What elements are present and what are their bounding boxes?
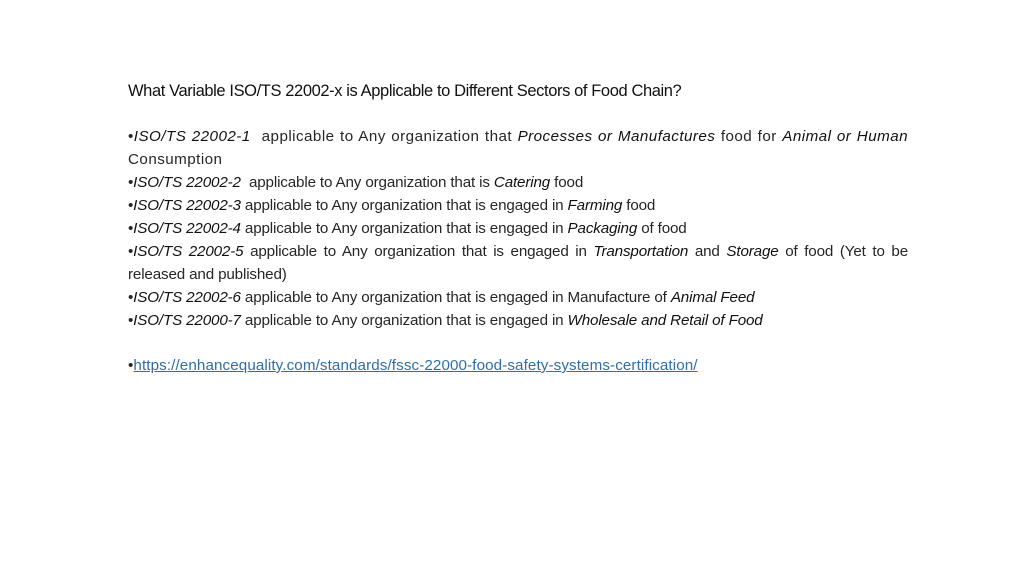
spacer	[128, 103, 908, 125]
standard-code: ISO/TS 22002-2	[133, 174, 241, 191]
emphasis-text: Storage	[726, 243, 779, 260]
bullet-text: applicable to Any organization that is engaged in	[240, 312, 568, 329]
standard-code: ISO/TS 22002-3	[133, 197, 241, 214]
standard-code: ISO/TS 22002-1	[133, 128, 251, 145]
bullet-text: food	[550, 174, 584, 191]
bullet-item-22000-7	[128, 309, 908, 332]
standard-code: ISO/TS 22002-4	[133, 220, 241, 237]
bullet-text: of food	[637, 220, 687, 237]
bullet-marker: •	[128, 357, 134, 374]
bullet-text: applicable to Any organization that	[250, 128, 518, 145]
bullet-text: applicable to Any organization that is	[240, 174, 494, 191]
bullet-item-22002-5	[128, 240, 913, 286]
spacer	[128, 332, 908, 354]
bullet-text: of food (Yet to be released and published)	[128, 243, 913, 283]
emphasis-text: Processes or Manufactures	[517, 128, 716, 145]
emphasis-text: Farming	[567, 197, 623, 214]
emphasis-text: Wholesale and Retail of Food	[567, 312, 763, 329]
bullet-item-22002-4	[128, 217, 908, 240]
emphasis-text: Packaging	[567, 220, 638, 237]
emphasis-text: Transportation	[593, 243, 689, 260]
reference-link-line	[128, 354, 908, 377]
bullet-text: applicable to Any organization that is engaged in	[240, 220, 568, 237]
bullet-marker: •	[128, 174, 134, 191]
standard-code: ISO/TS 22002-6	[133, 289, 241, 306]
bullet-text: Consumption	[128, 128, 913, 168]
bullet-text: applicable to Any organization that is engaged in	[240, 197, 568, 214]
reference-link[interactable]: https://enhancequality.com/standards/fssc-22000-food-safety-systems-certification/	[133, 357, 698, 374]
bullet-marker: •	[128, 243, 134, 260]
standard-code: ISO/TS 22000-7	[133, 312, 241, 329]
bullet-list	[128, 125, 913, 332]
page-title: What Variable ISO/TS 22002-x is Applicable to Different Sectors of Food Chain?	[128, 82, 682, 100]
bullet-marker: •	[128, 220, 134, 237]
bullet-text: applicable to Any organization that is engaged in Manufacture of	[240, 289, 671, 306]
slide-content	[128, 79, 913, 377]
bullet-marker: •	[128, 128, 134, 145]
bullet-marker: •	[128, 312, 134, 329]
emphasis-text: Catering	[493, 174, 551, 191]
emphasis-text: Animal or Human	[782, 128, 908, 145]
bullet-text: and	[688, 243, 727, 260]
bullet-text: food	[622, 197, 656, 214]
bullet-marker: •	[128, 289, 134, 306]
bullet-item-22002-3	[128, 194, 908, 217]
bullet-marker: •	[128, 197, 134, 214]
bullet-item-22002-1	[128, 125, 913, 171]
bullet-text: food for	[715, 128, 783, 145]
standard-code: ISO/TS 22002-5	[133, 243, 244, 260]
emphasis-text: Animal Feed	[670, 289, 755, 306]
bullet-item-22002-2	[128, 171, 908, 194]
bullet-item-22002-6	[128, 286, 908, 309]
bullet-text: applicable to Any organization that is engaged in	[243, 243, 594, 260]
